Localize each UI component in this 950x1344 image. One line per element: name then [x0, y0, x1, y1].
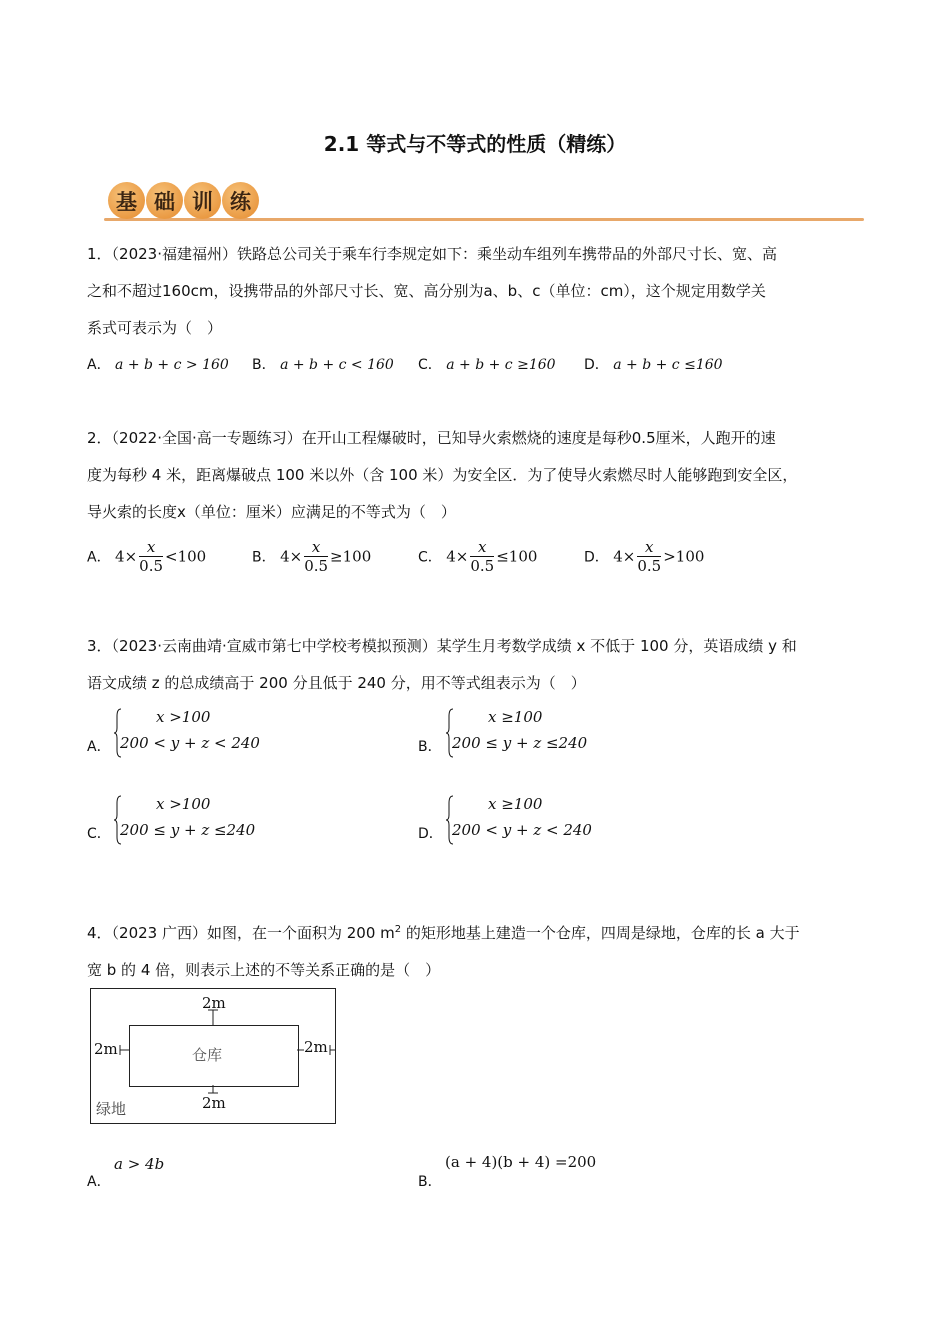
question-text-line: 宽 b 的 4 倍，则表示上述的不等关系正确的是（ ）: [87, 961, 441, 979]
question-text-line: 导火索的长度x（单位：厘米）应满足的不等式为（ ）: [87, 503, 456, 521]
option-b[interactable]: B． 4× $\frac{x}{0.5}$ ≥100: [252, 538, 372, 575]
option-expression: a + b + c ≥160: [446, 357, 556, 373]
question-text-line: 之和不超过160cm，设携带品的外部尺寸长、宽、高分别为a、b、c（单位：cm），这个规定用数学关: [87, 282, 766, 300]
question-text-line: 1．（2023·福建福州）铁路总公司关于乘车行李规定如下：乘坐动车组列车携带品的外部尺寸长、宽、高: [87, 245, 777, 263]
page-title: 2.1 等式与不等式的性质（精练）: [323, 132, 627, 156]
warehouse-diagram: [90, 988, 336, 1124]
section-banner-basic-training: [104, 180, 864, 224]
banner-underline: [104, 218, 864, 221]
fraction: $\frac{x}{0.5}$: [470, 538, 495, 575]
option-d[interactable]: D． a + b + c ≤160: [584, 357, 723, 373]
question-4: [87, 911, 867, 989]
option-expression: (a + 4)(b + 4) =200: [445, 1153, 597, 1171]
greenland-label: 绿地: [96, 1100, 127, 1118]
fraction: $\frac{x}{0.5}$: [139, 538, 164, 575]
question-text-line: 度为每秒 4 米，距离爆破点 100 米以外（含 100 米）为安全区．为了使导火索燃尽时人能够跑到安全区，: [87, 466, 798, 484]
banner-char: 练: [222, 182, 259, 219]
dimension-left: 2m: [94, 1040, 118, 1058]
question-3: [87, 628, 867, 702]
warehouse-label: 仓库: [192, 1046, 223, 1064]
question-text-line: 语文成绩 z 的总成绩高于 200 分且低于 240 分，用不等式组表示为（ ）: [87, 674, 586, 692]
banner-char: 础: [146, 182, 183, 219]
question-text-line: 2．（2022·全国·高一专题练习）在开山工程爆破时，已知导火索燃烧的速度是每秒0.5厘米，人跑开的速: [87, 429, 776, 447]
question-text-line: 4．（2023 广西）如图，在一个面积为 200 $m^2$ 的矩形地基上建造一个仓库，四周是绿地，仓库的长 a 大于: [87, 924, 800, 942]
question-1: [87, 236, 867, 347]
question-text-line: 3．（2023·云南曲靖·宣威市第七中学校考模拟预测）某学生月考数学成绩 x 不低于 100 分，英语成绩 y 和: [87, 637, 797, 655]
fraction: $\frac{x}{0.5}$: [304, 538, 329, 575]
option-a[interactable]: A． a + b + c > 160: [87, 357, 229, 373]
dimension-bottom: 2m: [202, 1094, 226, 1112]
banner-char: 基: [108, 182, 145, 219]
option-expression: a + b + c > 160: [115, 357, 229, 373]
dimension-right: 2m: [304, 1038, 328, 1056]
option-c[interactable]: C． a + b + c ≥160: [418, 357, 556, 373]
fraction: $\frac{x}{0.5}$: [637, 538, 662, 575]
dimension-top: 2m: [202, 994, 226, 1012]
option-b[interactable]: B． a + b + c < 160: [252, 357, 394, 373]
option-d[interactable]: D． 4× $\frac{x}{0.5}$ >100: [584, 538, 705, 575]
option-expression: a + b + c < 160: [280, 357, 394, 373]
option-a[interactable]: A． 4× $\frac{x}{0.5}$ <100: [87, 538, 207, 575]
option-c[interactable]: C． 4× $\frac{x}{0.5}$ ≤100: [418, 538, 538, 575]
question-2: [87, 420, 867, 531]
option-expression: a > 4b: [114, 1155, 165, 1173]
question-text-line: 系式可表示为（ ）: [87, 319, 223, 337]
banner-char: 训: [184, 182, 221, 219]
option-expression: a + b + c ≤160: [613, 357, 723, 373]
